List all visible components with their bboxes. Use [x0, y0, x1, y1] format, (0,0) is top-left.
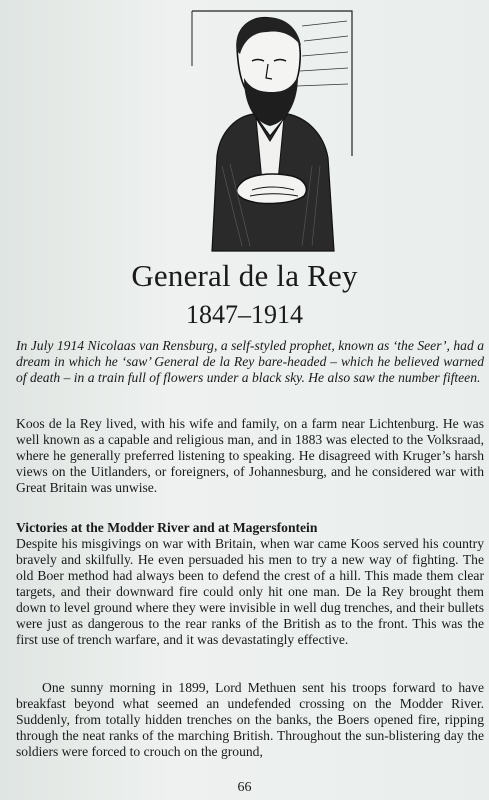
body-paragraph-3: One sunny morning in 1899, Lord Methuen sent his troops forward to have breakfast beyond what seemed an undefended crossing on the Modder River. Suddenly, from totally hidden trenches on the banks, the Boers opened fire, ripping through the neat ranks of the marching British. Throughout the sun-blistering day the soldiers were forced to crouch on the ground, [16, 680, 484, 759]
article-title: General de la Rey [131, 258, 358, 293]
body-paragraph-1: Koos de la Rey lived, with his wife and family, on a farm near Lichtenburg. He was well known as a capable and religious man, and in 1883 was elected to the Volksraad, where he generally preferred listening to speaking. He disagreed with Kruger’s harsh views on the Uitlanders, or foreigners, of Johannesburg, and he considered war with Great Britain was unwise. [16, 416, 484, 495]
portrait-sketch-icon [152, 6, 362, 256]
article-years: 1847–1914 [186, 300, 303, 329]
intro-paragraph: In July 1914 Nicolaas van Rensburg, a self-styled prophet, known as ‘the Seer’, had a dream in which he ‘saw’ General de la Rey bare-headed – which he believed warned of death – in a train full of flowers under a black sky. He also saw the number fifteen. [16, 338, 484, 385]
section-heading: Victories at the Modder River and at Magersfontein [16, 520, 318, 535]
body-paragraph-2: Despite his misgivings on war with Britain, when war came Koos served his country bravely and skilfully. He even persuaded his men to try a new way of fighting. The old Boer method had always been to defend the crest of a hill. This made them clear targets, and their downward fire could only hit one man. De la Rey brought them down to level ground where they were invisible in well dug trenches, and their bullets were just as dangerous to the rear ranks of the British as to the front. This was the first use of trench warfare, and it was devastatingly effective. [16, 536, 484, 647]
page-number: 66 [237, 780, 252, 795]
